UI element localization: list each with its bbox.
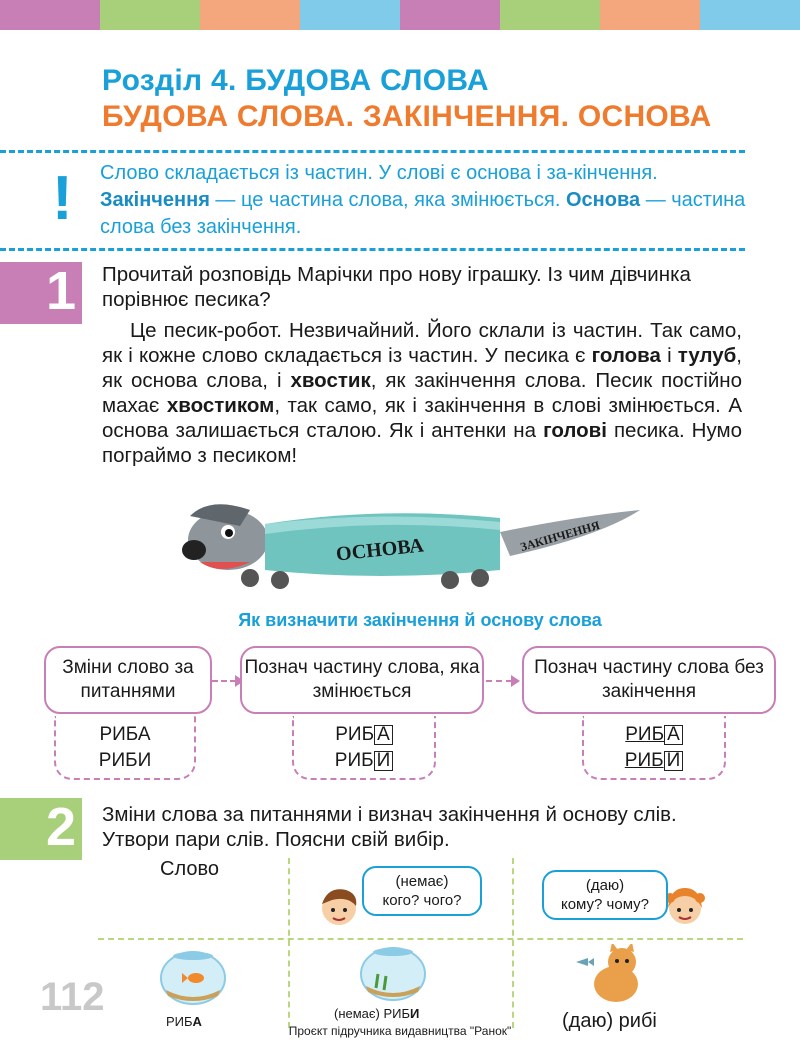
- column-word-label: Слово: [160, 858, 219, 880]
- step2-example: РИБ А РИБ И: [292, 716, 436, 780]
- body-label: ОСНОВА: [335, 534, 425, 566]
- step2-box: Познач частину слова, яка змінюється: [240, 646, 484, 714]
- task-number-badge: 1: [0, 262, 82, 324]
- word-rybi: (даю) рибі: [562, 1010, 657, 1032]
- grid-hline: [98, 938, 743, 940]
- publisher-note: Проєкт підручника видавництва "Ранок": [288, 1024, 512, 1038]
- step1-example: РИБА РИБИ: [54, 716, 196, 780]
- arrow-2: [486, 680, 512, 682]
- question-bubble-2: (даю) кому? чому?: [542, 870, 668, 920]
- task2-prompt: Зміни слова за питаннями і визнач закінчення й основу слів. Утвори пари слів. Поясни свій вибір.: [102, 803, 677, 851]
- rule-text: Слово складається із частин. У слові є основа і за-кінчення. Закінчення — це частина слова, яка змінюється. Основа — частина слова без закінчення.: [100, 162, 746, 238]
- grid-vline-2: [512, 858, 514, 1028]
- topic-title: БУДОВА СЛОВА. ЗАКІНЧЕННЯ. ОСНОВА: [102, 100, 712, 133]
- section-title: Розділ 4. БУДОВА СЛОВА: [102, 64, 489, 97]
- word-ryby: (немає) РИБИ: [334, 1006, 420, 1021]
- rule-divider-top: [0, 150, 745, 153]
- page-number: 112: [40, 975, 105, 1019]
- question-bubble-1: (немає) кого? чого?: [362, 866, 482, 916]
- step3-example: РИБ А РИБ И: [582, 716, 726, 780]
- algorithm-title: Як визначити закінчення й основу слова: [238, 610, 602, 630]
- exclamation-icon: !: [52, 164, 73, 233]
- girl-icon: [664, 884, 706, 932]
- arrow-1: [212, 680, 236, 682]
- step1-box: Зміни слово за питаннями: [44, 646, 212, 714]
- boy-icon: [318, 884, 360, 932]
- task1-prompt: Прочитай розповідь Марічки про нову іграшку. Із чим дівчинка порівнює песика?: [102, 263, 691, 311]
- task2-number-badge: 2: [0, 798, 82, 860]
- story-text: Це песик-робот. Незвичайний. Його склали із частин. Так само, як і кожне слово складається із частин. У песика є голова і тулуб, як основа слова, і хвостик, як закінчення слова. Песик постійно махає хвостиком, так само, як і закінчення в слові змінюється. А основа залишається сталою. Як і антенки на голові песика. Нумо пограймо з песиком!: [102, 319, 743, 467]
- grid-vline-1: [288, 858, 290, 1028]
- cat-icon: [570, 944, 646, 1006]
- step3-box: Познач частину слова без закінчення: [522, 646, 776, 714]
- tail-label: ЗАКІНЧЕННЯ: [518, 517, 602, 555]
- robot-dog-illustration: [180, 496, 650, 596]
- fishbowl-icon: [158, 948, 228, 1006]
- top-color-stripes: [0, 0, 800, 30]
- word-ryba: РИБА: [166, 1014, 202, 1029]
- fishbowl-icon-2: [358, 944, 428, 1002]
- rule-divider-bottom: [0, 248, 745, 251]
